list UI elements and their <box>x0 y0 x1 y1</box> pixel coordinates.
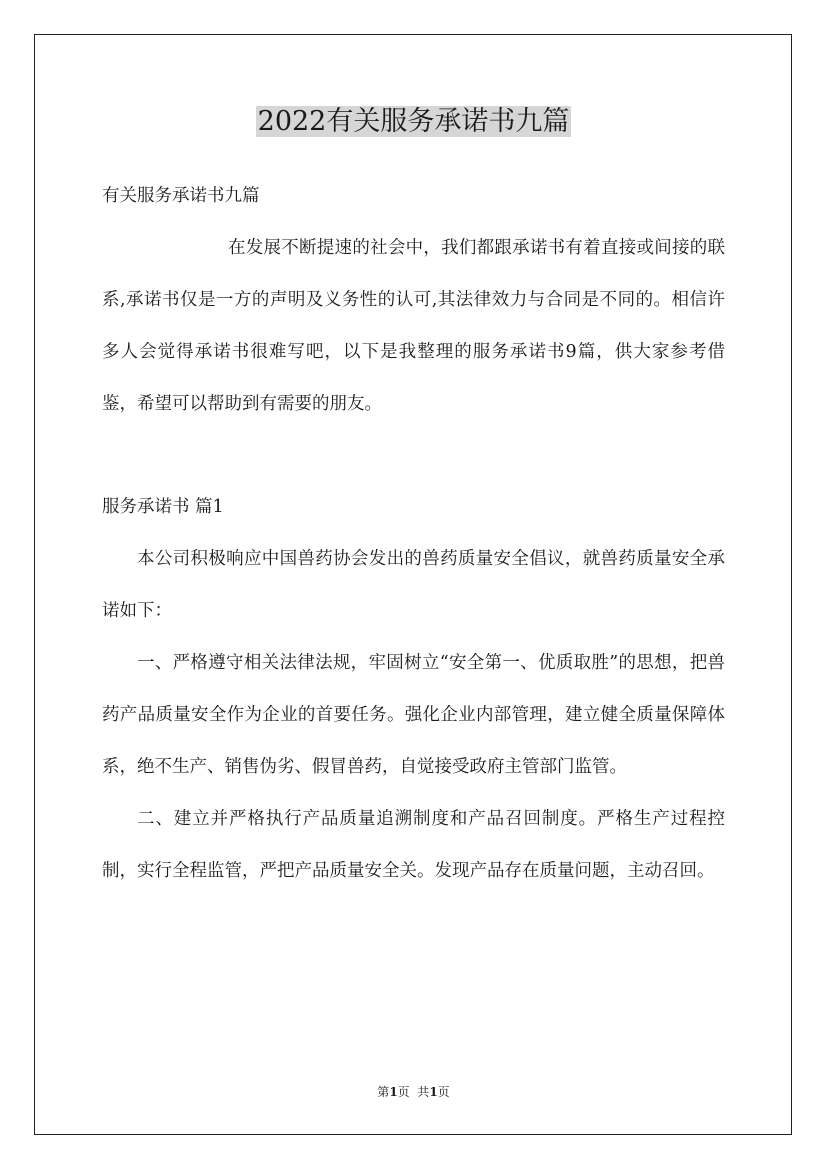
document-title <box>0 102 827 142</box>
document-body <box>102 170 725 897</box>
footer-prefix: 第 <box>377 1085 390 1099</box>
document-subtitle: 有关服务承诺书九篇 <box>102 186 260 206</box>
body-paragraph-2: 一、严格遵守相关法律法规，牢固树立“安全第一、优质取胜”的思想，把兽药产品质量安全作为企业的首要任务。强化企业内部管理，建立健全质量保障体系，绝不生产、销售伪劣、假冒兽药，自觉接受政府主管部门监管。 <box>102 653 725 777</box>
page-footer <box>0 1083 827 1101</box>
intro-paragraph: 在发展不断提速的社会中，我们都跟承诺书有着直接或间接的联系,承诺书仅是一方的声明及义务性的认可,其法律效力与合同是不同的。相信许多人会觉得承诺书很难写吧，以下是我整理的服务承诺书9篇，供大家参考借鉴，希望可以帮助到有需要的朋友。 <box>102 238 725 414</box>
footer-page-total: 1 <box>429 1085 438 1099</box>
section-heading: 服务承诺书 篇1 <box>102 497 224 517</box>
body-paragraph-1: 本公司积极响应中国兽药协会发出的兽药质量安全倡议，就兽药质量安全承诺如下： <box>102 549 725 621</box>
footer-mid: 页 共 <box>397 1085 430 1099</box>
body-paragraph-3: 二、建立并严格执行产品质量追溯制度和产品召回制度。严格生产过程控制，实行全程监管，严把产品质量安全关。发现产品存在质量问题，主动召回。 <box>102 809 725 881</box>
footer-page-current: 1 <box>389 1085 398 1099</box>
footer-suffix: 页 <box>437 1085 450 1099</box>
document-title-text: 2022有关服务承诺书九篇 <box>257 106 570 137</box>
